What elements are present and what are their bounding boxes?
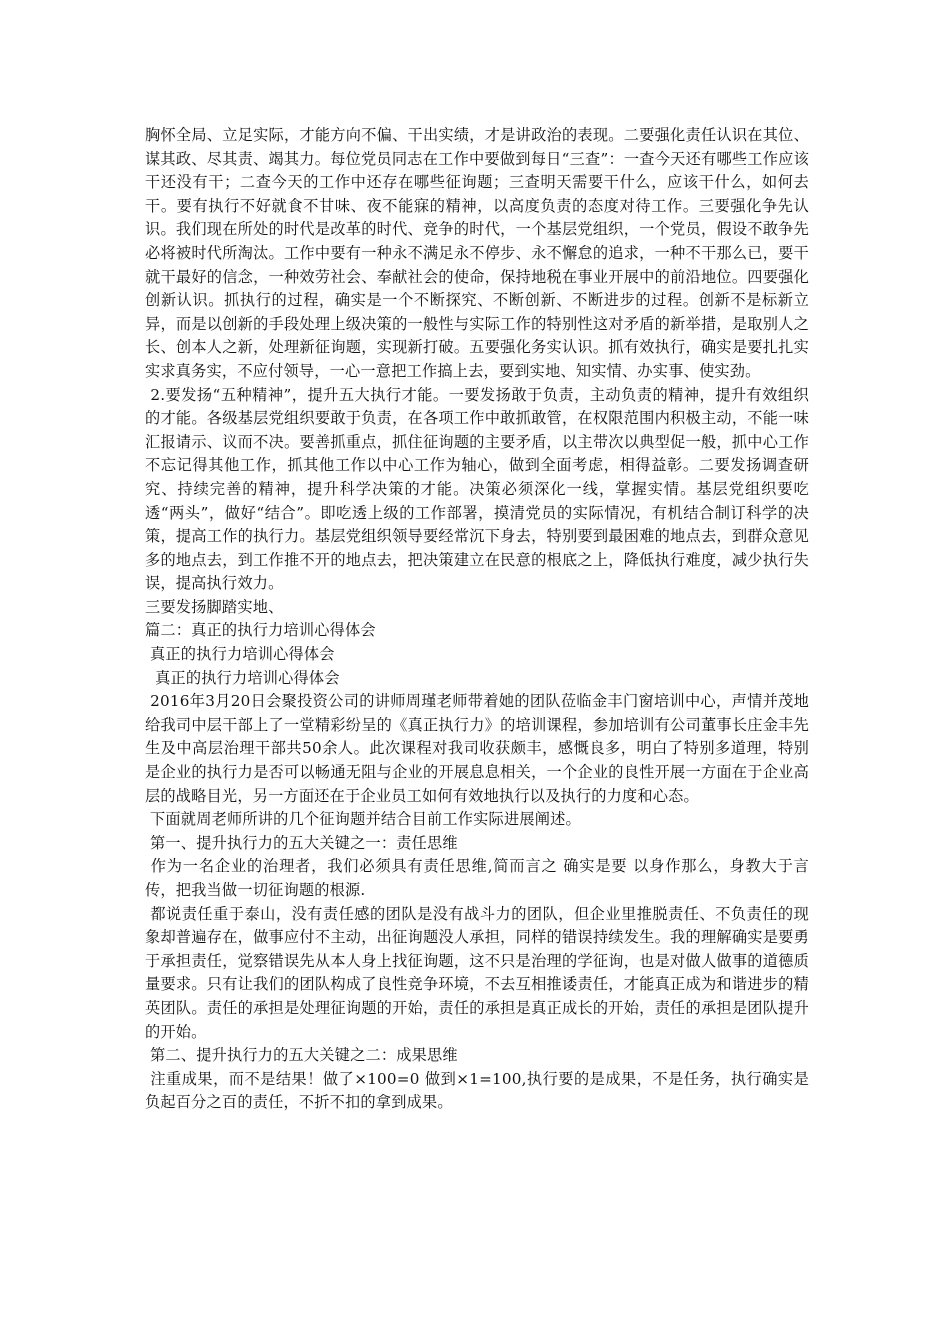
body-paragraph: 注重成果，而不是结果！做了×100=0 做到×1=100,执行要的是成果，不是任务，执行确实是负起百分之百的责任，不折不扣的拿到成果。 (145, 1069, 809, 1112)
body-paragraph: 作为一名企业的治理者，我们必须具有责任思维,简而言之 确实是要 以身作那么，身教大于言传，把我当做一切征询题的根源. (145, 857, 810, 899)
section-heading: 篇二：真正的执行力培训心得体会 (145, 621, 376, 640)
section-heading: 第一、提升执行力的五大关键之一：责任思维 (145, 833, 458, 852)
article-subtitle: 真正的执行力培训心得体会 (145, 668, 340, 687)
section-heading: 第二、提升执行力的五大关键之二：成果思维 (145, 1046, 458, 1065)
body-paragraph: 胸怀全局、立足实际，才能方向不偏、干出实绩，才是讲政治的表现。二要强化责任认识在其位、谋其政、尽其责、竭其力。每位党员同志在工作中要做到每日“三查”：一查今天还有哪些工作应该干还没有干；二查今天的工作中还存在哪些征询题；三查明天需要干什么，应该干什么，如何去干。要有执行不好就食不甘味、夜不能寐的精神，以高度负责的态度对待工作。三要强化争先认识。我们现在所处的时代是改革的时代、竞争的时代，一个基层党组织，一个党员，假设不敢争先必将被时代所淘汰。工作中要有一种永不满足永不停步、永不懈怠的追求，一种不干那么已，要干就干最好的信念，一种效劳社会、奉献社会的使命，保持地税在事业开展中的前沿地位。四要强化创新认识。抓执行的过程，确实是一个不断探究、不断创新、不断进步的过程。创新不是标新立异，而是以创新的手段处理上级决策的一般性与实际工作的特别性这对矛盾的新举措，是取别人之长、创本人之新，处理新征询题，实现新打破。五要强化务实认识。抓有效执行，确实是要扎扎实实求真务实，不应付领导，一心一意把工作搞上去，要到实地、知实情、办实事、使实劲。 (145, 126, 809, 380)
body-paragraph: 下面就周老师所讲的几个征询题并结合目前工作实际进展阐述。 (145, 810, 581, 829)
body-paragraph: 2.要发扬“五种精神”，提升五大执行才能。一要发扬敢于负责，主动负责的精神，提升有效组织的才能。各级基层党组织要敢于负责，在各项工作中敢抓敢管，在权限范围内积极主动，不能一味汇报请示、议而不决。要善抓重点，抓住征询题的主要矛盾，以主带次以典型促一般，抓中心工作不忘记得其他工作，抓其他工作以中心工作为轴心，做到全面考虑，相得益彰。二要发扬调查研究、持续完善的精神，提升科学决策的才能。决策必须深化一线，掌握实情。基层党组织要吃透“两头”，做好“结合”。即吃透上级的工作部署，摸清党员的实际情况，有机结合制订科学的决策，提高工作的执行力。基层党组织领导要经常沉下身去，特别要到最困难的地点去，到群众意见多的地点去，到工作推不开的地点去，把决策建立在民意的根底之上，降低执行难度，减少执行失误，提高执行效力。 (145, 385, 809, 593)
article-title: 真正的执行力培训心得体会 (145, 645, 335, 664)
body-paragraph: 都说责任重于泰山，没有责任感的团队是没有战斗力的团队，但企业里推脱责任、不负责任的现象却普遍存在，做事应付不主动，出征询题没人承担，同样的错误持续发生。我的理解确实是要勇于承担责任，觉察错误先从本人身上找征询题，这不只是治理的学征询，也是对做人做事的道德质量要求。只有让我们的团队构成了良性竞争环境，不去互相推诿责任，才能真正成为和谐进步的精英团队。责任的承担是处理征询题的开始，责任的承担是真正成长的开始，责任的承担是团队提升的开始。 (145, 904, 810, 1041)
document-body (145, 124, 809, 1115)
body-paragraph: 2016年3月20日会聚投资公司的讲师周瑾老师带着她的团队莅临金丰门窗培训中心，声情并茂地给我司中层干部上了一堂精彩纷呈的《真正执行力》的培训课程，参加培训有公司董事长庄金丰先生及中高层治理干部共50余人。此次课程对我司收获颇丰，感慨良多，明白了特别多道理，特别是企业的执行力是否可以畅通无阻与企业的开展息息相关，一个企业的良性开展一方面在于企业高层的战略目光，另一方面还在于企业员工如何有效地执行以及执行的力度和心态。 (145, 692, 809, 805)
body-paragraph: 三要发扬脚踏实地、 (145, 597, 284, 616)
